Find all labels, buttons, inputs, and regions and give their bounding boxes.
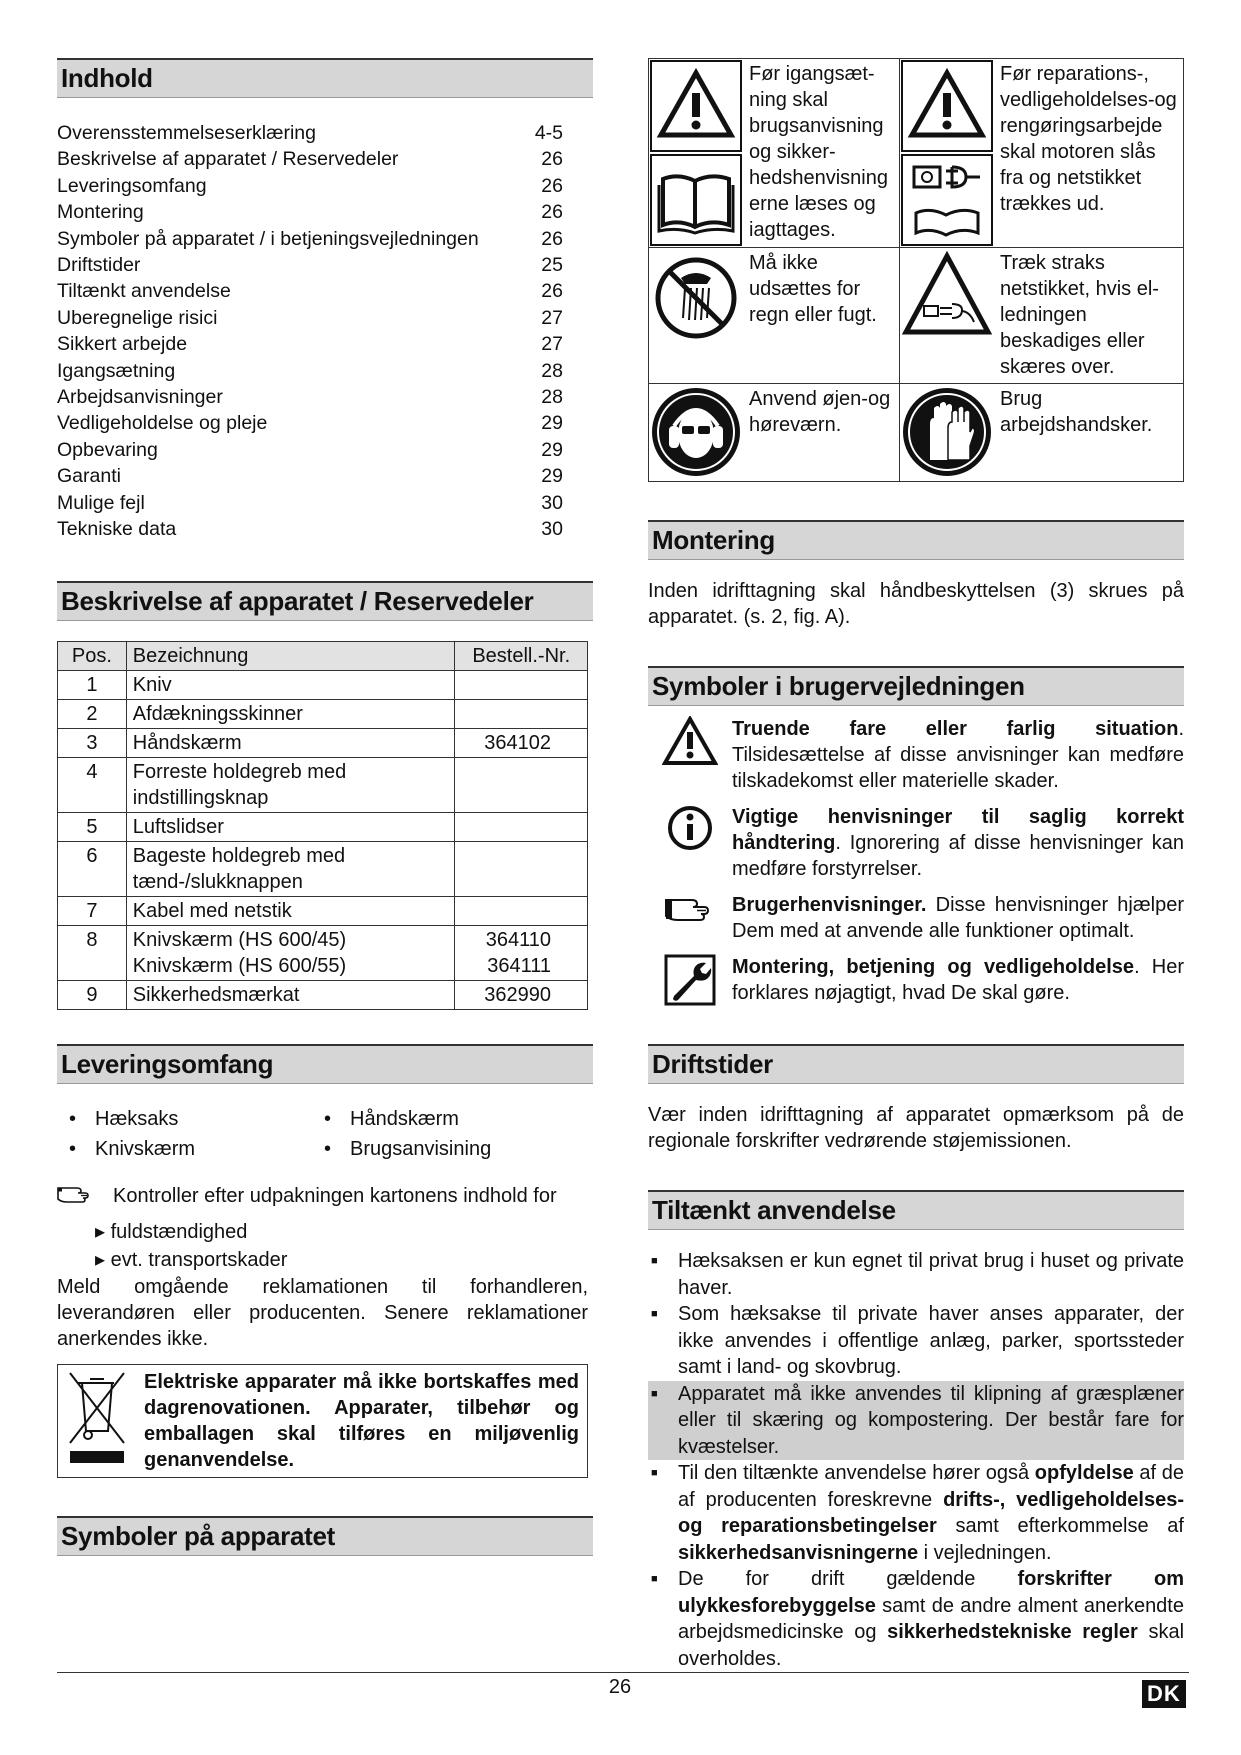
toc-heading: Indhold	[57, 58, 593, 98]
list-item: ■ De for drift gældende forskrifter om ulykkesforebyggelse samt de andre alment anerkendte arbejdsmedicinske og sikkerhedstekniske regler skal overholdes.	[648, 1566, 1184, 1672]
list-item: • Knivskærm	[65, 1134, 320, 1164]
list-item: Vigtige henvisninger til saglig korrekt håndtering. Ignorering af disse henvisninger kan medføre forstyrrelser.	[648, 804, 1184, 882]
symbol-text: Må ikke udsættes for regn eller fugt.	[749, 252, 877, 326]
toc-row: Garanti 29	[57, 465, 563, 488]
list-item: Montering, betjening og vedligeholdelse. Her forklares nøjagtigt, hvad De skal gøre.	[648, 954, 1184, 1006]
language-badge: DK	[1142, 1680, 1186, 1708]
right-column	[648, 58, 1184, 1672]
table-row: 6 Bageste holdegreb med tænd-/slukknappen	[58, 841, 588, 896]
table-row: 4 Forreste holdegreb med indstillingsknap	[58, 757, 588, 812]
complaint-text: Meld omgående reklamationen til forhandleren, leverandøren eller producenten. Senere reklamationer anerkendes ikke.	[57, 1275, 588, 1350]
warning-triangle-icon	[900, 59, 994, 153]
footer-divider	[57, 1672, 1189, 1673]
damaged-cable-warning-icon	[900, 248, 994, 342]
list-item: • Hæksaks	[65, 1104, 320, 1134]
unplug-icon	[900, 153, 994, 247]
left-column	[57, 58, 593, 1556]
symbols-device-heading: Symboler på apparatet	[57, 1516, 593, 1556]
list-item: ■ Som hæksakse til private haver anses apparater, der ikke anvendes i offentlige anlæg, parker, sportssteder samt i land- og skovbrug.	[648, 1301, 1184, 1381]
table-row: 7 Kabel med netstik	[58, 896, 588, 925]
toc-row: Arbejdsanvisninger 28	[57, 386, 563, 409]
table-row	[649, 59, 1184, 248]
list-item: Brugerhenvisninger. Disse henvisninger hjælper Dem med at anvende alle funktioner optimalt.	[648, 892, 1184, 944]
table-row: 5 Luftslidser	[58, 812, 588, 841]
toc-row: Symboler på apparatet / i betjeningsvejledningen 26	[57, 227, 563, 250]
toc-row: Sikkert arbejde 27	[57, 333, 563, 356]
eye-ear-protection-icon	[649, 384, 743, 480]
toc-row: Leveringsomfang 26	[57, 174, 563, 197]
montering-heading: Montering	[648, 520, 1184, 560]
disposal-text: Elektriske apparater må ikke bortskaffes med dagrenovationen. Apparater, tilbehør og emballagen skal tilføres en miljøvenlig genanvendelse.	[144, 1370, 579, 1471]
toc-row: Mulige fejl 30	[57, 491, 563, 514]
disposal-warning	[57, 1364, 588, 1478]
symbol-text: Før igangsæt-ning skal brugsanvisning og sikker-hedshenvisning erne læses og iagttages.	[749, 63, 888, 241]
toc-row: Montering 26	[57, 201, 563, 224]
list-item: ■ Hæksaksen er kun egnet til privat brug i huset og private haver.	[648, 1248, 1184, 1301]
table-row: 1 Kniv	[58, 670, 588, 699]
toc-row: Opbevaring 29	[57, 438, 563, 461]
table-row	[649, 384, 1184, 482]
safety-symbol-table	[648, 58, 1184, 482]
toc-row: Overensstemmelseserklæring 4-5	[57, 122, 563, 144]
parts-table	[57, 641, 588, 1010]
symbol-text: Før reparations-, vedligeholdelses-og rengøringsarbejde skal motoren slås fra og netstikket trækkes ud.	[1000, 63, 1177, 215]
toc-row: Igangsætning 28	[57, 359, 563, 382]
parts-heading: Beskrivelse af apparatet / Reservedeler	[57, 581, 593, 621]
operating-times-text: Vær inden idrifttagning af apparatet opmærksom på de regionale forskrifter vedrørende støjemissionen.	[648, 1104, 1184, 1152]
list-item: ▸ fuldstændighed	[95, 1218, 593, 1246]
list-item: ▸ evt. transportskader	[95, 1246, 593, 1274]
table-row: 9 Sikkerhedsmærkat 362990	[58, 980, 588, 1009]
crossed-bin-icon	[64, 1369, 144, 1473]
intended-use-heading: Tiltænkt anvendelse	[648, 1190, 1184, 1230]
list-item: ■ Til den tiltænkte anvendelse hører også opfyldelse af de af producenten foreskrevne drifts-, vedligeholdelses- og reparationsbetingelser samt efterkommelse af sikkerhedsanvisningerne i vejledningen.	[648, 1460, 1184, 1566]
intended-use-list	[648, 1248, 1184, 1672]
gloves-icon	[900, 384, 994, 480]
warning-triangle-icon	[662, 716, 718, 766]
page-number: 26	[608, 1676, 632, 1698]
open-book-icon	[649, 153, 743, 247]
table-row: 2 Afdækningsskinner	[58, 699, 588, 728]
toc-row: Driftstider 25	[57, 254, 563, 277]
operating-times-heading: Driftstider	[648, 1044, 1184, 1084]
table-header-row	[58, 641, 588, 670]
hand-pointer-icon	[664, 892, 716, 922]
delivery-heading: Leveringsomfang	[57, 1044, 593, 1084]
hand-pointer-icon	[57, 1182, 113, 1212]
symbol-text: Brug arbejdshandsker.	[1000, 388, 1153, 436]
toc-row: Tiltænkt anvendelse 26	[57, 280, 563, 303]
toc-row: Tekniske data 30	[57, 518, 563, 541]
list-item: • Håndskærm	[320, 1104, 575, 1134]
no-rain-icon	[649, 248, 743, 348]
list-item: • Brugsanvisining	[320, 1134, 575, 1164]
table-row: 3 Håndskærm 364102	[58, 728, 588, 757]
col-nr: Bestell.-Nr.	[455, 641, 588, 670]
warning-triangle-icon	[649, 59, 743, 153]
list-item: Truende fare eller farlig situation. Tilsidesættelse af disse anvisninger kan medføre tilskadekomst eller materielle skader.	[648, 716, 1184, 794]
montering-text: Inden idrifttagning skal håndbeskyttelsen (3) skrues på apparatet. (s. 2, fig. A).	[648, 580, 1184, 628]
manual-symbols-list	[648, 716, 1184, 1006]
wrench-icon	[664, 954, 716, 1006]
col-pos: Pos.	[58, 641, 127, 670]
manual-symbols-heading: Symboler i brugervejledningen	[648, 666, 1184, 706]
toc-row: Uberegnelige risici 27	[57, 306, 563, 329]
table-row: 8 Knivskærm (HS 600/45) Knivskærm (HS 600/55) 364110 364111	[58, 925, 588, 980]
symbol-text: Træk straks netstikket, hvis el-ledningen beskadiges eller skæres over.	[1000, 252, 1159, 378]
toc-row: Beskrivelse af apparatet / Reservedeler 26	[57, 148, 563, 171]
info-icon	[666, 804, 714, 852]
check-note: Kontroller efter udpakningen kartonens indhold for	[57, 1182, 593, 1212]
table-row	[649, 248, 1184, 384]
delivery-list	[65, 1104, 593, 1164]
toc-row: Vedligeholdelse og pleje 29	[57, 412, 563, 435]
symbol-text: Anvend øjen-og høreværn.	[749, 388, 891, 436]
col-name: Bezeichnung	[126, 641, 455, 670]
toc-list	[57, 120, 563, 543]
check-list	[95, 1218, 593, 1274]
list-item: ■ Apparatet må ikke anvendes til klipning af græsplæner eller til skæring og kompostering. Der består fare for kvæstelser.	[648, 1381, 1184, 1461]
